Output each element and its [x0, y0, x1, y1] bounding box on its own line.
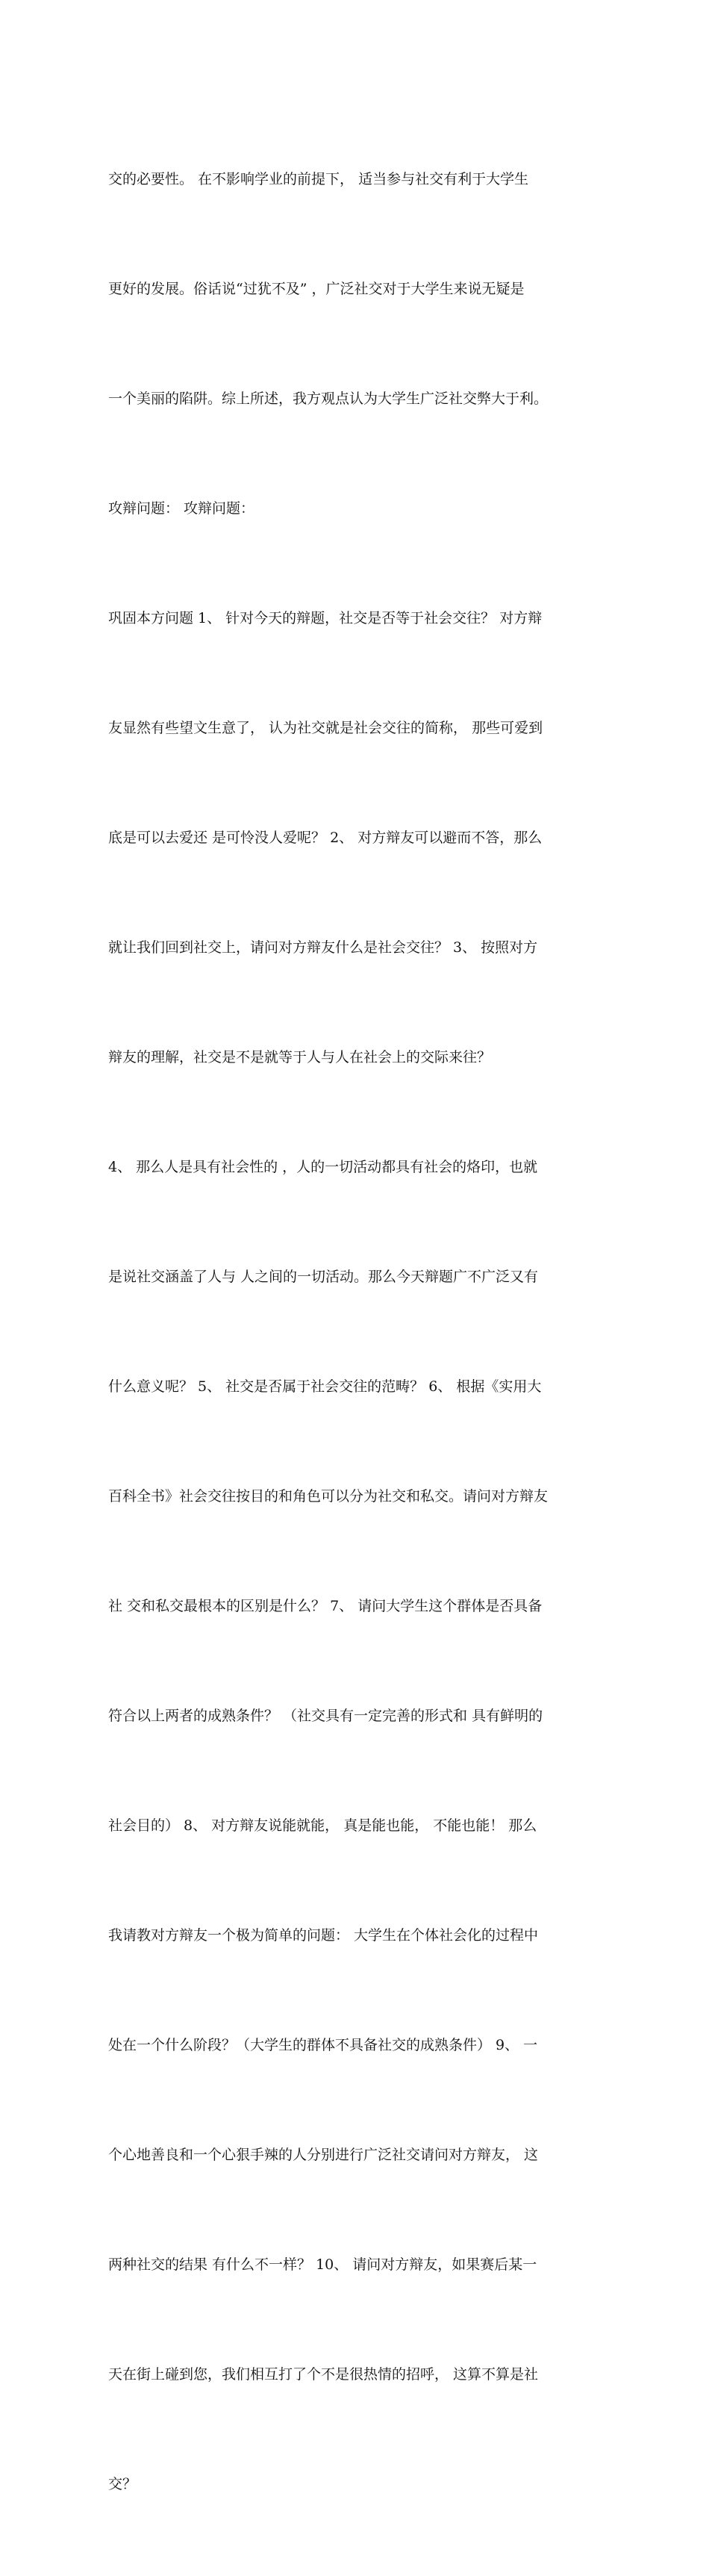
text-line: 两种社交的结果 有什么不一样？ 10、 请问对方辩友，如果赛后某一 [108, 2256, 537, 2273]
section-heading: 攻辩问题： 攻辩问题： [108, 500, 255, 517]
text-line: 辩友的理解，社交是不是就等于人与人在社会上的交际来往？ [108, 1049, 492, 1065]
text-line: 社会目的） 8、 对方辩友说能就能， 真是能也能， 不能也能！ 那么 [108, 1817, 537, 1834]
text-line: 个心地善良和一个心狠手辣的人分别进行广泛社交请问对方辩友， 这 [108, 2147, 539, 2163]
text-line: 一个美丽的陷阱。综上所述，我方观点认为大学生广泛社交弊大于利。 [108, 391, 549, 407]
text-line: 百科全书》社会交往按目的和角色可以分为社交和私交。请问对方辩友 [108, 1488, 549, 1505]
text-line: 底是可以去爱还 是可怜没人爱呢？ 2、 对方辩友可以避而不答，那么 [108, 830, 543, 846]
text-line: 社 交和私交最根本的区别是什么？ 7、 请问大学生这个群体是否具备 [108, 1598, 543, 1614]
text-line: 交？ [108, 2476, 137, 2492]
text-line: 就让我们回到社交上，请问对方辩友什么是社会交往？ 3、 按照对方 [108, 939, 538, 956]
text-line: 交的必要性。 在不影响学业的前提下， 适当参与社交有利于大学生 [108, 171, 529, 187]
text-line: 巩固本方问题 1、 针对今天的辩题，社交是否等于社会交往？ 对方辩 [108, 610, 543, 626]
text-line: 是说社交涵盖了人与 人之间的一切活动。那么今天辩题广不广泛又有 [108, 1269, 539, 1285]
text-line: 天在街上碰到您，我们相互打了个不是很热情的招呼， 这算不算是社 [108, 2366, 539, 2383]
text-line: 我请教对方辩友一个极为简单的问题： 大学生在个体社会化的过程中 [108, 1927, 539, 1944]
text-line: 友显然有些望文生意了， 认为社交就是社会交往的简称， 那些可爱到 [108, 720, 543, 736]
document-body [108, 88, 612, 2576]
text-line: 4、 那么人是具有社会性的 ，人的一切活动都具有社会的烙印，也就 [108, 1159, 538, 1175]
text-line: 处在一个什么阶段？（大学生的群体不具备社交的成熟条件） 9、 一 [108, 2037, 538, 2053]
text-line: 符合以上两者的成熟条件？ （社交具有一定完善的形式和 具有鲜明的 [108, 1708, 543, 1724]
text-line: 更好的发展。俗话说“过犹不及” ，广泛社交对于大学生来说无疑是 [108, 281, 525, 297]
text-line: 什么意义呢？ 5、 社交是否属于社会交往的范畴？ 6、 根据《实用大 [108, 1378, 542, 1395]
